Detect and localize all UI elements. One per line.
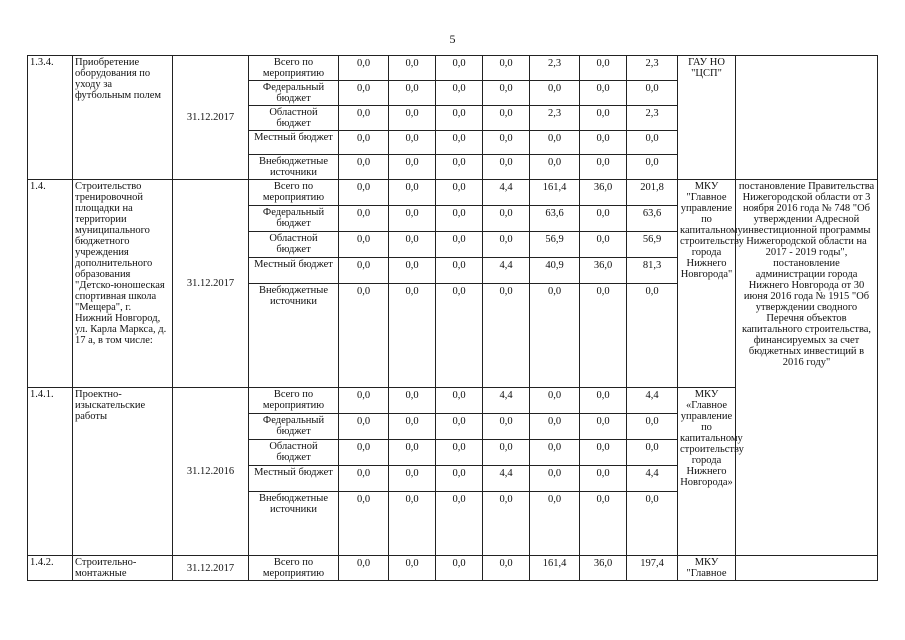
value-cell: 0,0 [627,414,678,440]
source-label: Внебюджетные источники [249,492,339,556]
value-cell: 0,0 [627,492,678,556]
row-deadline: 31.12.2016 [173,388,249,556]
row-executor: ГАУ НО "ЦСП" [678,56,736,180]
value-cell: 0,0 [530,440,580,466]
value-cell: 0,0 [389,466,436,492]
row-basis [736,56,878,180]
value-cell: 56,9 [627,232,678,258]
value-cell: 0,0 [530,388,580,414]
value-cell: 0,0 [339,414,389,440]
value-cell: 0,0 [627,131,678,155]
value-cell: 0,0 [530,131,580,155]
source-label: Внебюджетные источники [249,284,339,388]
value-cell: 0,0 [389,284,436,388]
value-cell: 0,0 [389,492,436,556]
value-cell: 0,0 [483,206,530,232]
value-cell: 0,0 [436,180,483,206]
row-code: 1.4.2. [28,556,73,581]
row-name: Строительство тренировочной площадки на территории муниципального бюджетного учреждения дополнительного образования "Детско-юношеская спортивная школа "Мещера", г. Нижний Новгород, ул. Карла Маркса, д. 17 а, в том числе: [73,180,173,388]
table-row [28,556,878,581]
source-label: Местный бюджет [249,258,339,284]
value-cell: 0,0 [627,155,678,180]
value-cell: 56,9 [530,232,580,258]
value-cell: 0,0 [389,106,436,131]
value-cell: 0,0 [627,440,678,466]
value-cell: 0,0 [339,131,389,155]
row-code: 1.3.4. [28,56,73,180]
value-cell: 0,0 [389,81,436,106]
value-cell: 161,4 [530,556,580,581]
value-cell: 0,0 [389,131,436,155]
value-cell: 0,0 [436,388,483,414]
value-cell: 0,0 [436,492,483,556]
value-cell: 63,6 [627,206,678,232]
value-cell: 2,3 [530,56,580,81]
value-cell: 0,0 [580,131,627,155]
value-cell: 0,0 [339,258,389,284]
value-cell: 0,0 [339,388,389,414]
value-cell: 2,3 [627,106,678,131]
value-cell: 2,3 [530,106,580,131]
value-cell: 4,4 [483,258,530,284]
value-cell: 0,0 [483,414,530,440]
value-cell: 0,0 [483,81,530,106]
value-cell: 0,0 [436,466,483,492]
value-cell: 0,0 [580,284,627,388]
value-cell: 0,0 [389,388,436,414]
value-cell: 0,0 [483,556,530,581]
value-cell: 0,0 [483,56,530,81]
value-cell: 40,9 [530,258,580,284]
value-cell: 0,0 [389,232,436,258]
source-label: Федеральный бюджет [249,81,339,106]
value-cell: 0,0 [389,180,436,206]
value-cell: 2,3 [627,56,678,81]
value-cell: 0,0 [580,206,627,232]
value-cell: 36,0 [580,556,627,581]
source-label: Всего по мероприятию [249,388,339,414]
value-cell: 0,0 [339,284,389,388]
value-cell: 81,3 [627,258,678,284]
value-cell: 0,0 [339,180,389,206]
row-name: Проектно-изыскательские работы [73,388,173,556]
value-cell: 0,0 [483,155,530,180]
row-code: 1.4.1. [28,388,73,556]
value-cell: 0,0 [389,56,436,81]
value-cell: 0,0 [530,284,580,388]
value-cell: 0,0 [436,232,483,258]
row-deadline: 31.12.2017 [173,180,249,388]
row-executor: МКУ «Главное управление по капитальному строительству города Нижнего Новгорода» [678,388,736,556]
value-cell: 0,0 [339,56,389,81]
value-cell: 0,0 [580,106,627,131]
value-cell: 0,0 [339,466,389,492]
value-cell: 0,0 [580,466,627,492]
value-cell: 0,0 [530,492,580,556]
value-cell: 0,0 [580,492,627,556]
source-label: Всего по мероприятию [249,180,339,206]
value-cell: 0,0 [580,388,627,414]
row-executor: МКУ "Главное управление по капитальному строительству города Нижнего Новгорода" [678,180,736,388]
value-cell: 36,0 [580,258,627,284]
program-table [27,55,878,581]
row-executor: МКУ "Главное [678,556,736,581]
value-cell: 63,6 [530,206,580,232]
value-cell: 4,4 [627,388,678,414]
value-cell: 0,0 [436,56,483,81]
value-cell: 0,0 [436,258,483,284]
value-cell: 36,0 [580,180,627,206]
value-cell: 201,8 [627,180,678,206]
value-cell: 0,0 [436,155,483,180]
value-cell: 0,0 [389,258,436,284]
value-cell: 0,0 [580,155,627,180]
value-cell: 0,0 [339,556,389,581]
table-row [28,180,878,206]
value-cell: 161,4 [530,180,580,206]
source-label: Местный бюджет [249,466,339,492]
value-cell: 0,0 [483,440,530,466]
value-cell: 0,0 [339,206,389,232]
value-cell: 0,0 [436,440,483,466]
source-label: Всего по мероприятию [249,556,339,581]
row-basis [736,556,878,581]
value-cell: 0,0 [339,106,389,131]
row-deadline: 31.12.2017 [173,556,249,581]
value-cell: 0,0 [580,81,627,106]
value-cell: 0,0 [483,284,530,388]
value-cell: 0,0 [389,556,436,581]
row-code: 1.4. [28,180,73,388]
value-cell: 4,4 [627,466,678,492]
source-label: Внебюджетные источники [249,155,339,180]
value-cell: 0,0 [530,466,580,492]
value-cell: 0,0 [389,206,436,232]
value-cell: 0,0 [339,232,389,258]
value-cell: 0,0 [339,440,389,466]
source-label: Всего по мероприятию [249,56,339,81]
source-label: Областной бюджет [249,106,339,131]
value-cell: 0,0 [483,106,530,131]
value-cell: 0,0 [483,232,530,258]
value-cell: 0,0 [436,284,483,388]
value-cell: 0,0 [580,440,627,466]
value-cell: 0,0 [436,131,483,155]
value-cell: 0,0 [436,556,483,581]
value-cell: 0,0 [530,81,580,106]
value-cell: 0,0 [627,81,678,106]
source-label: Местный бюджет [249,131,339,155]
value-cell: 0,0 [580,414,627,440]
source-label: Федеральный бюджет [249,206,339,232]
row-basis: постановление Правительства Нижегородской области от 3 ноября 2016 года № 748 "Об утверждении Адресной инвестиционной программы Нижегородской области на 2017 - 2019 годы", постановление администрации города Нижнего Новгорода от 30 июня 2016 года № 1915 "Об утверждении сводного Перечня объектов капитального строительства, финансируемых за счет бюджетных инвестиций в 2016 году" [736,180,878,556]
value-cell: 0,0 [483,131,530,155]
value-cell: 0,0 [436,106,483,131]
row-name: Приобретение оборудования по уходу за футбольным полем [73,56,173,180]
source-label: Областной бюджет [249,232,339,258]
row-name: Строительно-монтажные [73,556,173,581]
value-cell: 0,0 [339,492,389,556]
value-cell: 4,4 [483,388,530,414]
value-cell: 0,0 [530,414,580,440]
source-label: Федеральный бюджет [249,414,339,440]
table-body [28,56,878,581]
value-cell: 4,4 [483,466,530,492]
value-cell: 0,0 [580,56,627,81]
value-cell: 0,0 [339,81,389,106]
value-cell: 0,0 [627,284,678,388]
page-number: 5 [449,32,456,46]
value-cell: 0,0 [339,155,389,180]
value-cell: 197,4 [627,556,678,581]
value-cell: 4,4 [483,180,530,206]
value-cell: 0,0 [389,440,436,466]
value-cell: 0,0 [436,206,483,232]
value-cell: 0,0 [436,414,483,440]
row-deadline: 31.12.2017 [173,56,249,180]
value-cell: 0,0 [580,232,627,258]
source-label: Областной бюджет [249,440,339,466]
value-cell: 0,0 [389,155,436,180]
table-row [28,56,878,81]
value-cell: 0,0 [530,155,580,180]
value-cell: 0,0 [389,414,436,440]
value-cell: 0,0 [483,492,530,556]
value-cell: 0,0 [436,81,483,106]
